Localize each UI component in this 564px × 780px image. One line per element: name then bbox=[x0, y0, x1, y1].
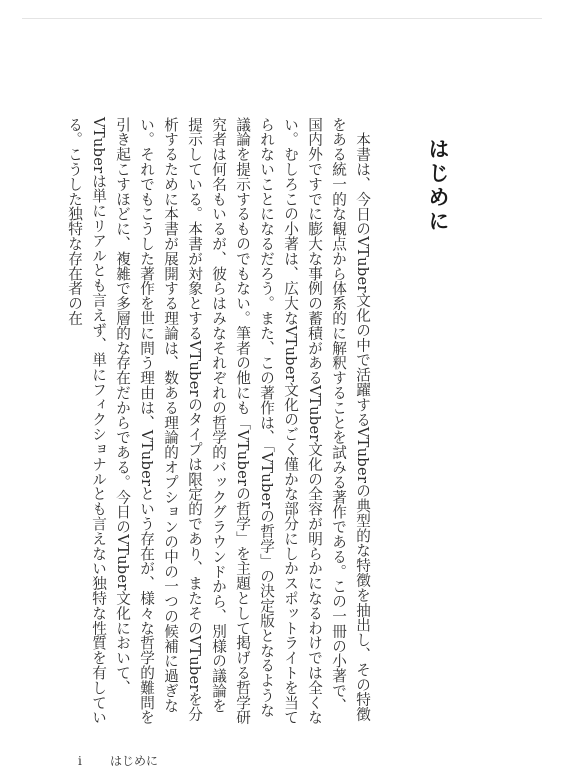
top-divider bbox=[22, 18, 542, 19]
chapter-title: はじめに bbox=[426, 138, 450, 234]
body-text bbox=[62, 117, 374, 725]
page-number: i bbox=[78, 754, 82, 768]
body-paragraph: 本書は、今日のVTuber文化の中で活躍するVTuberの典型的な特徴を抽出し、その特徴をある統一的な観点から体系的に解釈することを試みる著作である。この一冊の小著で、国内外ですでに膨大な事例の蓄積があるVTuber文化の全容が明らかになるわけでは全くない。むしろこの小著は、広大なVTuber文化のごく僅かな部分にしかスポットライトを当てられないことになるだろう。また、この著作は、「VTuberの哲学」の決定版となるような議論を提示するものでもない。筆者の他にも「VTuberの哲学」を主題として掲げる哲学研究者は何名もいるが、彼らはみなそれぞれの哲学的バックグラウンドから、別様の議論を提示している。本書が対象とするVTuberのタイプは限定的であり、またそのVTuberを分析するために本書が展開する理論は、数ある理論的オプションの中の一つの候補に過ぎない。それでもこうした著作を世に問う理由は、VTuberという存在が、様々な哲学的難問を引き起こすほどに、複雑で多層的な存在だからである。今日のVTuber文化において、VTuberは単にリアルとも言えず、単にフィクショナルとも言えない独特な性質を有している。こうした独特な存在者の在 bbox=[66, 117, 371, 725]
running-head: はじめに bbox=[110, 754, 159, 768]
page-footer bbox=[78, 752, 158, 769]
